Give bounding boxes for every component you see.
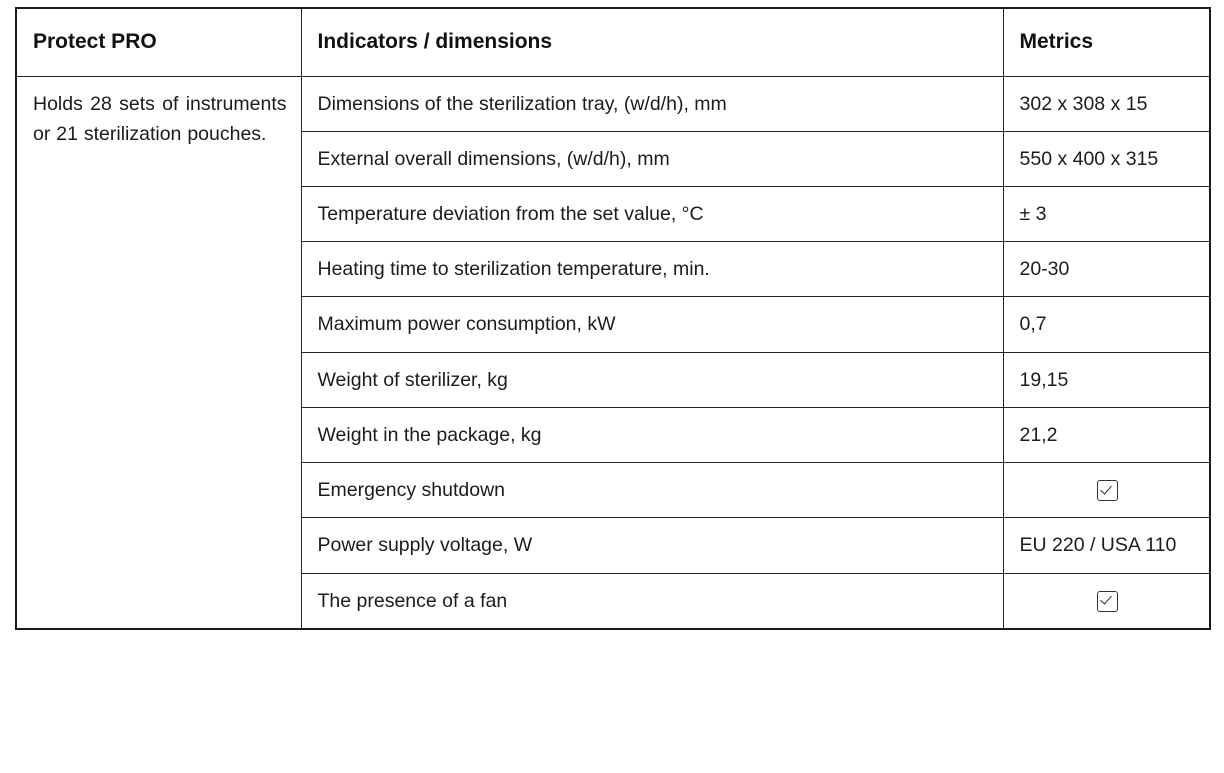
- table-header-row: [16, 8, 1210, 76]
- metric-cell: 20-30: [1003, 242, 1210, 297]
- metric-cell: 0,7: [1003, 297, 1210, 352]
- indicator-cell: Maximum power consumption, kW: [301, 297, 1003, 352]
- table-body: [16, 76, 1210, 629]
- indicator-cell: Heating time to sterilization temperature, min.: [301, 242, 1003, 297]
- metric-cell: 302 x 308 x 15: [1003, 76, 1210, 131]
- metric-cell: 550 x 400 x 315: [1003, 131, 1210, 186]
- metric-cell-checkbox: [1003, 463, 1210, 518]
- specifications-table: [15, 7, 1211, 630]
- product-description-cell: Holds 28 sets of instruments or 21 sterilization pouches.: [16, 76, 301, 629]
- indicator-cell: Temperature deviation from the set value, °C: [301, 186, 1003, 241]
- metric-cell: ± 3: [1003, 186, 1210, 241]
- indicator-cell: Weight of sterilizer, kg: [301, 352, 1003, 407]
- metric-cell: EU 220 / USA 110: [1003, 518, 1210, 573]
- column-header-indicators: Indicators / dimensions: [301, 8, 1003, 76]
- indicator-cell: Weight in the package, kg: [301, 407, 1003, 462]
- table-header: [16, 8, 1210, 76]
- checkbox-checked-icon: [1097, 591, 1118, 612]
- indicator-cell: External overall dimensions, (w/d/h), mm: [301, 131, 1003, 186]
- metric-cell-checkbox: [1003, 573, 1210, 629]
- metric-cell: 21,2: [1003, 407, 1210, 462]
- table-row: [16, 76, 1210, 131]
- indicator-cell: The presence of a fan: [301, 573, 1003, 629]
- column-header-metrics: Metrics: [1003, 8, 1210, 76]
- indicator-cell: Power supply voltage, W: [301, 518, 1003, 573]
- metric-cell: 19,15: [1003, 352, 1210, 407]
- checkbox-checked-icon: [1097, 480, 1118, 501]
- indicator-cell: Emergency shutdown: [301, 463, 1003, 518]
- indicator-cell: Dimensions of the sterilization tray, (w/d/h), mm: [301, 76, 1003, 131]
- column-header-product: Protect PRO: [16, 8, 301, 76]
